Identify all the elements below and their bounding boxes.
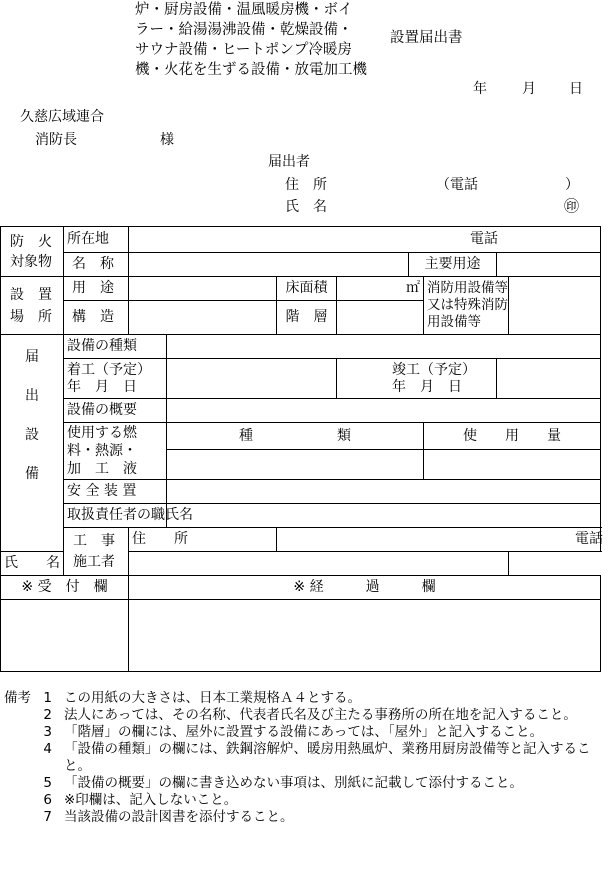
notification-form-table: [0, 226, 601, 672]
manager-label: 取扱責任者の職氏名: [64, 504, 167, 528]
date-day: 日: [569, 81, 583, 97]
location-tel-label: 電話: [470, 231, 498, 247]
addressee-title: 消防長: [35, 132, 77, 148]
use-field[interactable]: [129, 277, 277, 301]
fuel-kind-field[interactable]: [167, 450, 424, 480]
notes-label: 備考: [4, 690, 31, 706]
applicant-tel-label: （電話: [436, 177, 478, 193]
note-item: [4, 724, 615, 741]
contractor-label: 工 事 施工者: [73, 532, 115, 570]
equipment-summary-field[interactable]: [167, 399, 601, 423]
start-date-label: 着工（予定） 年 月 日: [67, 361, 151, 395]
applicant-tel-close: ）: [565, 177, 579, 193]
name-label: 名 称: [64, 253, 129, 277]
title-line: 炉・厨房設備・温風暖房機・ボイ: [135, 2, 353, 18]
start-date-field[interactable]: [167, 359, 337, 399]
date-month: 月: [522, 81, 536, 97]
main-use-field[interactable]: [497, 253, 601, 277]
fire-equipment-label: 消防用設備等 又は特殊消防 用設備等: [427, 280, 508, 330]
equipment-summary-label: 設備の概要: [64, 399, 167, 423]
end-date-label: 竣工（予定） 年 月 日: [392, 361, 476, 395]
contractor-name-label: 氏 名: [1, 552, 84, 576]
note-item: [4, 707, 615, 724]
structure-field[interactable]: [129, 301, 277, 335]
note-number: 7: [43, 809, 52, 825]
notified-equipment-char: 備: [25, 466, 39, 482]
note-number: 2: [43, 707, 52, 723]
applicant-address-label: 住 所: [285, 177, 327, 193]
location-label: 所在地: [64, 227, 129, 253]
note-item: [4, 809, 615, 826]
notified-equipment-char: 届: [25, 349, 39, 365]
floor-area-label: 床面積: [277, 277, 337, 301]
floor-label: 階 層: [277, 301, 337, 335]
note-item: [4, 792, 615, 809]
start-date-label-cell: [64, 359, 167, 399]
install-place-label-cell: [1, 277, 64, 335]
fire-equipment-field[interactable]: [509, 277, 601, 335]
install-place-label: 設 置 場 所: [10, 286, 52, 325]
fire-equipment-label-cell: [424, 277, 509, 335]
note-text: 法人にあっては、その名称、代表者氏名及び主たる事務所の所在地を記入すること。: [64, 707, 577, 723]
form-title-suffix: 設置届出書: [390, 30, 463, 46]
title-line: サウナ設備・ヒートポンプ冷暖房: [135, 42, 352, 58]
floor-area-unit: ㎡: [406, 280, 420, 296]
fuel-label-cell: [64, 423, 167, 480]
note-number: 4: [43, 741, 52, 757]
note-text: ※印欄は、記入しないこと。: [64, 792, 238, 808]
addressee-honorific: 様: [160, 132, 174, 148]
contractor-tel-label: 電話: [575, 531, 603, 547]
note-text: 「設備の種類」の欄には、鉄鋼溶解炉、暖房用熱風炉、業務用厨房設備等と記入すること。: [64, 741, 591, 774]
equipment-type-label: 設備の種類: [64, 335, 167, 359]
floor-area-field[interactable]: [337, 277, 424, 301]
progress-label: ※ 経 過 欄: [129, 576, 601, 600]
note-item: [4, 690, 615, 707]
main-use-label: 主要用途: [409, 253, 497, 277]
fuel-label: 使用する燃 料・熱源・ 加 工 液: [67, 425, 137, 477]
safety-field[interactable]: [167, 480, 601, 504]
location-field[interactable]: [129, 227, 601, 253]
progress-field[interactable]: [129, 600, 601, 672]
name-field[interactable]: [129, 253, 409, 277]
addressee-org: 久慈広域連合: [20, 109, 104, 125]
contractor-address-label: 住 所: [129, 528, 277, 552]
note-item: [4, 775, 615, 792]
safety-label: 安 全 装 置: [64, 480, 167, 504]
date-year: 年: [473, 81, 487, 97]
structure-label: 構 造: [64, 301, 129, 335]
manager-field[interactable]: [167, 504, 601, 528]
equipment-type-field[interactable]: [167, 335, 601, 359]
reception-label: ※ 受 付 欄: [1, 576, 129, 600]
fuel-usage-field[interactable]: [424, 450, 601, 480]
note-text: 当該設備の設計図書を添付すること。: [64, 809, 294, 825]
end-date-field[interactable]: [497, 359, 601, 399]
floor-field[interactable]: [337, 301, 424, 335]
note-text: 「階層」の欄には、屋外に設置する設備にあっては、「屋外」と記入すること。: [64, 724, 544, 740]
notes-section: [4, 690, 615, 826]
note-item: [4, 741, 615, 775]
note-number: 3: [43, 724, 52, 740]
note-text: この用紙の大きさは、日本工業規格Ａ４とする。: [64, 690, 361, 706]
fire-object-label-cell: [1, 227, 64, 277]
form-title-lines: [135, 0, 367, 80]
contractor-label-cell: [64, 528, 129, 576]
kind-header: 種 類: [167, 423, 424, 450]
fire-object-label: 防 火 対象物: [10, 233, 52, 270]
end-date-label-cell: [337, 359, 497, 399]
applicant-name-label: 氏 名: [285, 199, 327, 215]
note-text: 「設備の概要」の欄に書き込めない事項は、別紙に記載して添付すること。: [64, 775, 523, 791]
contractor-address-field[interactable]: [277, 528, 601, 552]
notified-equipment-char: 設: [25, 427, 39, 443]
title-line: 機・火花を生ずる設備・放電加工機: [135, 62, 367, 78]
applicant-label: 届出者: [268, 154, 310, 170]
seal-mark: ㊞: [564, 197, 580, 215]
note-number: 6: [43, 792, 52, 808]
note-number: 1: [43, 690, 52, 706]
usage-header: 使 用 量: [424, 423, 601, 450]
use-label: 用 途: [64, 277, 129, 301]
title-line: ラー・給湯湯沸設備・乾燥設備・: [135, 22, 353, 38]
notified-equipment-char: 出: [25, 388, 39, 404]
contractor-name-field[interactable]: [129, 552, 509, 576]
reception-field[interactable]: [1, 600, 129, 672]
note-number: 5: [43, 775, 52, 791]
notified-equipment-label-cell: [1, 335, 64, 552]
